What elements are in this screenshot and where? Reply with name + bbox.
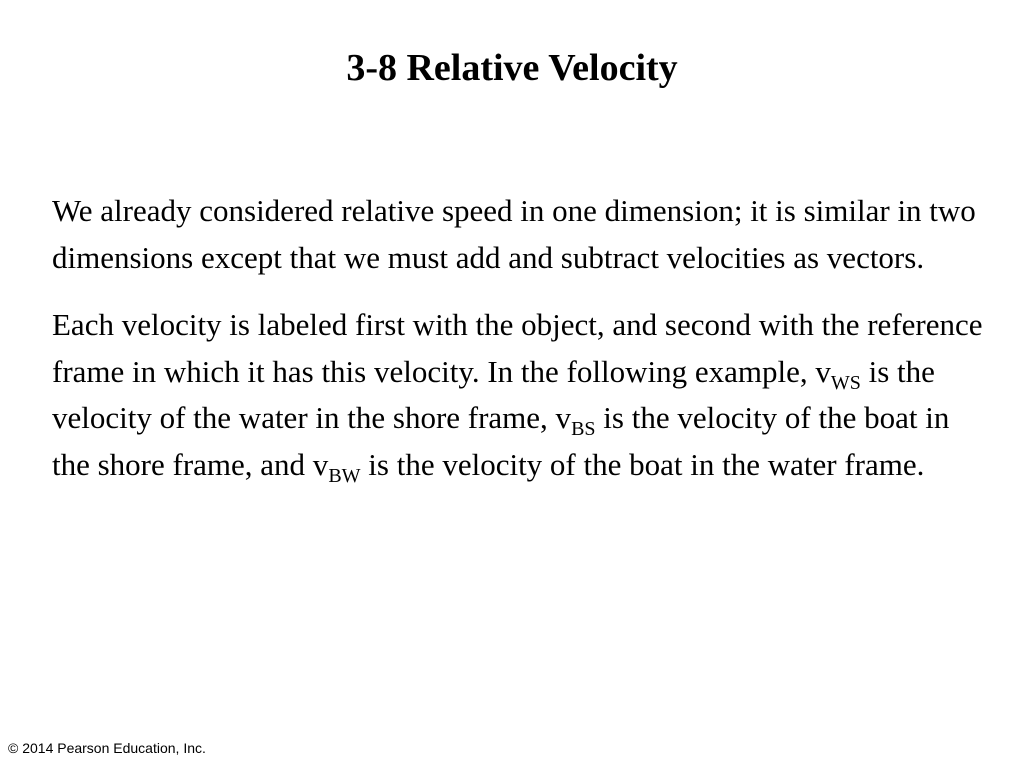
slide-title: 3-8 Relative Velocity: [346, 47, 678, 89]
subscript-bs: BS: [571, 418, 596, 440]
subscript-bw: BW: [328, 464, 361, 487]
paragraph-text-1: Each velocity is labeled first with the object, and second with the reference frame in which it has this velocity. In the following example, v: [52, 307, 983, 389]
paragraph-text-4: is the velocity of the boat in the water frame.: [360, 446, 925, 482]
subscript-ws: WS: [830, 371, 861, 394]
paragraph-velocity-labels: [52, 302, 992, 488]
paragraph-relative-speed: We already considered relative speed in one dimension; it is similar in two dimensions except that we must add and subtract velocities as vectors.: [52, 193, 976, 275]
paragraph-text-3: is the velocity of the boat in the shore frame, and v: [52, 400, 950, 482]
paragraph-text-2: is the velocity of the water in the shore frame, v: [52, 353, 935, 435]
copyright-notice: © 2014 Pearson Education, Inc.: [8, 740, 206, 756]
slide-body: [52, 188, 992, 488]
